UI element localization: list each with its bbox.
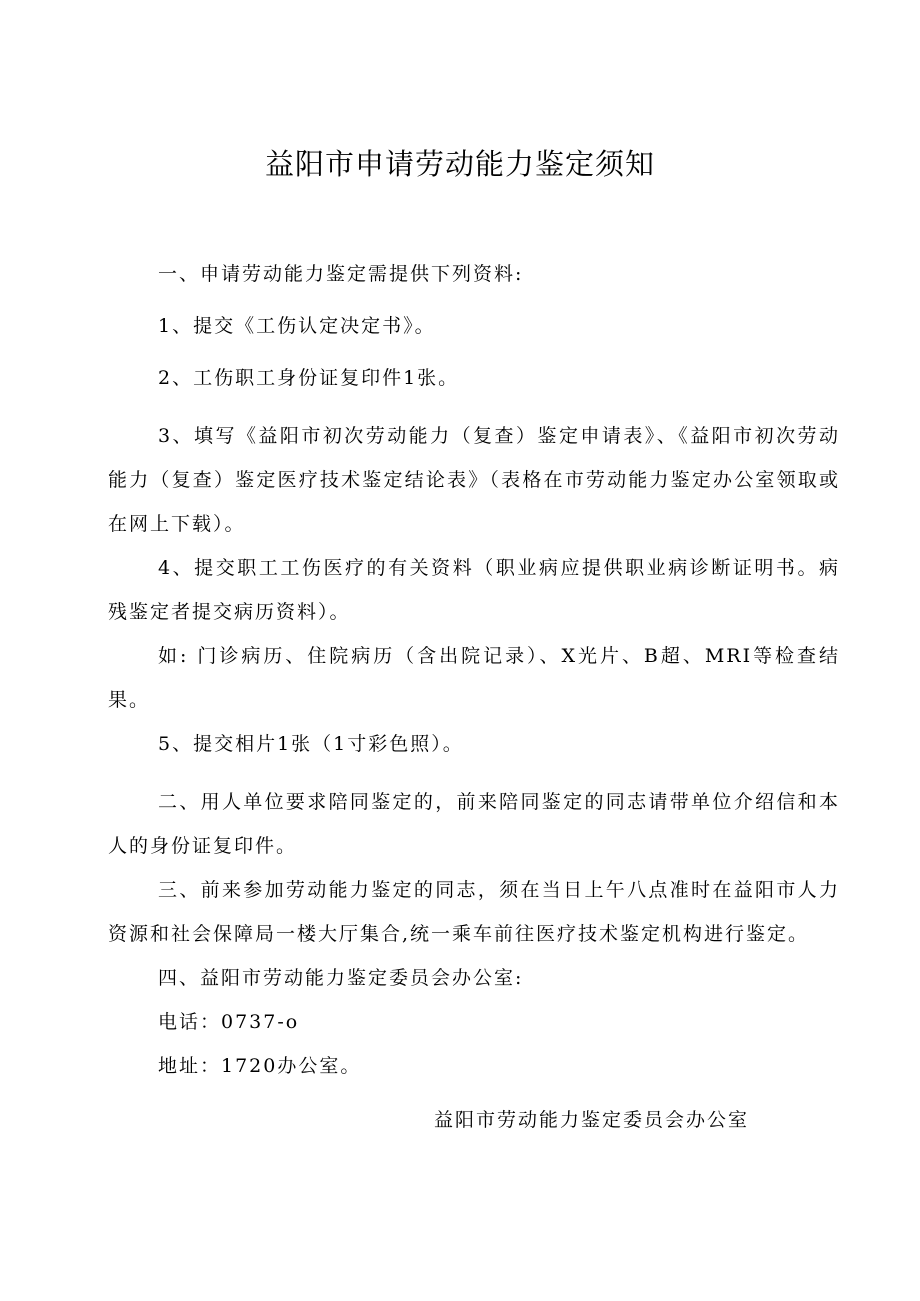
- section-4-heading: 四、益阳市劳动能力鉴定委员会办公室:: [158, 967, 524, 989]
- section-1-heading: 一、申请劳动能力鉴定需提供下列资料:: [158, 263, 524, 285]
- list-item-4: 4、提交职工工伤医疗的有关资料（职业病应提供职业病诊断证明书。病残鉴定者提交病历资料）。: [108, 557, 840, 623]
- document-body: [108, 252, 840, 1088]
- section-3: 三、前来参加劳动能力鉴定的同志，须在当日上午八点准时在益阳市人力资源和社会保障局一楼大厅集合,统一乘车前往医疗技术鉴定机构进行鉴定。: [108, 879, 840, 945]
- section-2: 二、用人单位要求陪同鉴定的，前来陪同鉴定的同志请带单位介绍信和本人的身份证复印件。: [108, 791, 840, 857]
- signature: 益阳市劳动能力鉴定委员会办公室: [434, 1109, 750, 1131]
- contact-address: 地址：1720办公室。: [158, 1055, 362, 1077]
- list-item-3: 3、填写《益阳市初次劳动能力（复查）鉴定申请表》、《益阳市初次劳动能力（复查）鉴定医疗技术鉴定结论表》（表格在市劳动能力鉴定办公室领取或在网上下载）。: [108, 425, 840, 535]
- list-item-5: 5、提交相片1张（1寸彩色照）。: [158, 733, 464, 755]
- contact-phone: 电话：0737-o: [158, 1011, 300, 1033]
- list-item-2: 2、工伤职工身份证复印件1张。: [158, 367, 460, 389]
- list-item-4-example: 如: 门诊病历、住院病历（含出院记录）、X光片、B超、MRI等检查结果。: [108, 645, 840, 711]
- list-item-1: 1、提交《工伤认定决定书》。: [158, 315, 436, 337]
- document-title: 益阳市申请劳动能力鉴定须知: [264, 147, 655, 181]
